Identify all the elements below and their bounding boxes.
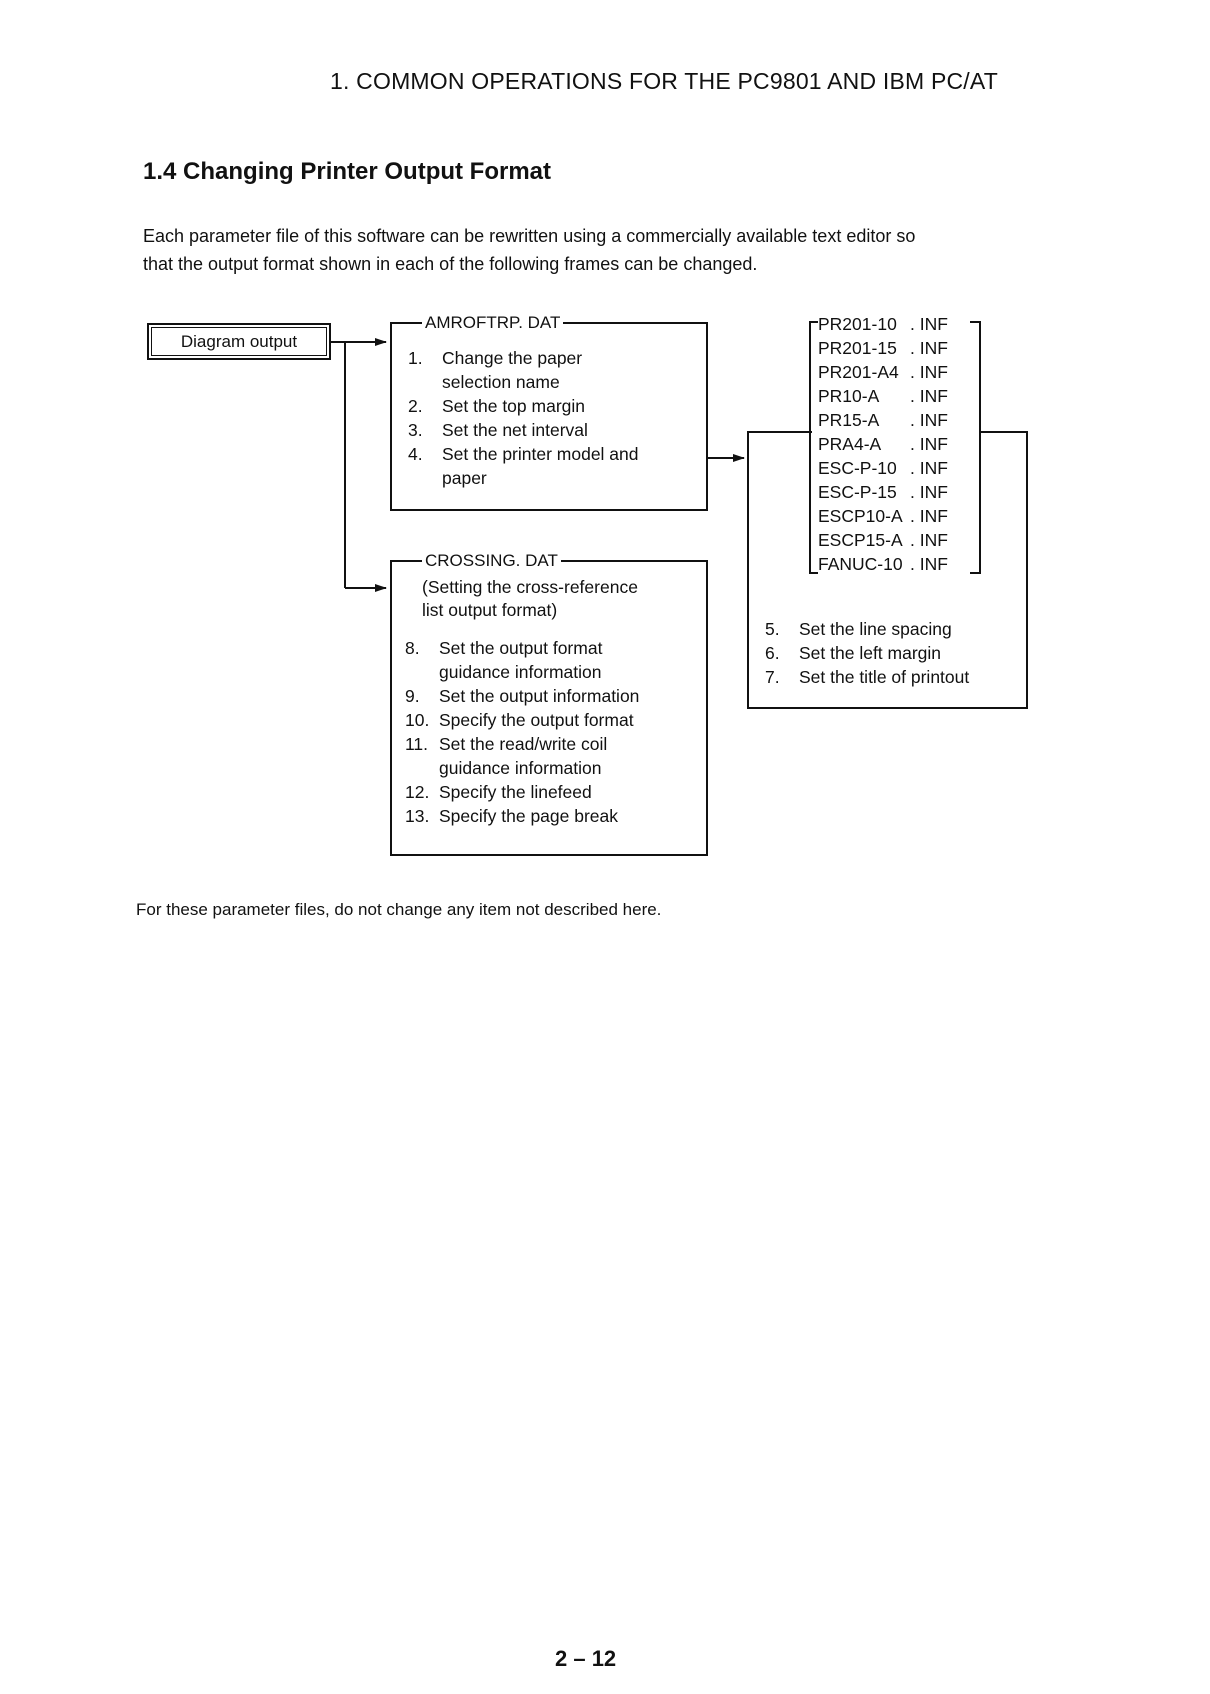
printer-file-name: PR15-A (818, 410, 880, 430)
printer-file-name: ESCP10-A (818, 506, 903, 526)
crossing-items (405, 576, 639, 828)
printer-items (765, 617, 969, 689)
printer-file-item (818, 456, 948, 480)
amroftrp-item-1-cont (408, 370, 639, 394)
printer-file-item (818, 312, 948, 336)
item-number: 10. (405, 710, 430, 730)
crossing-item-8-cont (405, 660, 639, 684)
file-bracket-left (810, 322, 818, 573)
printer-file-extension: . INF (910, 458, 948, 478)
printer-file-item (818, 552, 948, 576)
item-number: 3. (408, 420, 423, 440)
printer-file-item (818, 408, 948, 432)
printer-file-extension: . INF (910, 554, 948, 574)
amroftrp-item-3 (408, 418, 639, 442)
amroftrp-item-1 (408, 346, 639, 370)
printer-file-name: FANUC-10 (818, 554, 903, 574)
item-text: Set the top margin (442, 396, 585, 416)
printer-item-6 (765, 641, 969, 665)
item-text: Specify the page break (439, 806, 619, 826)
printer-file-extension: . INF (910, 530, 948, 550)
printer-file-extension: . INF (910, 434, 948, 454)
item-text: Set the title of printout (799, 667, 970, 687)
page-number: 2 – 12 (555, 1646, 617, 1671)
item-number: 6. (765, 643, 780, 663)
chapter-heading: 1. COMMON OPERATIONS FOR THE PC9801 AND IBM PC/AT (330, 68, 998, 94)
printer-file-name: ESC-P-10 (818, 458, 897, 478)
printer-file-extension: . INF (910, 386, 948, 406)
item-text: Set the read/write coil (439, 734, 608, 754)
diagram-output-label: Diagram output (180, 331, 298, 351)
amroftrp-item-4-cont (408, 466, 639, 490)
item-number: 2. (408, 396, 423, 416)
printer-file-extension: . INF (910, 362, 948, 382)
crossing-item-9 (405, 684, 639, 708)
amroftrp-title: AMROFTRP. DAT (422, 313, 563, 333)
crossing-item-11 (405, 732, 639, 756)
item-number: 7. (765, 667, 780, 687)
printer-file-name: PR10-A (818, 386, 880, 406)
printer-file-extension: . INF (910, 410, 948, 430)
item-text: guidance information (439, 758, 602, 778)
printer-file-item (818, 384, 948, 408)
file-bracket-right (970, 322, 980, 573)
printer-file-name: ESC-P-15 (818, 482, 897, 502)
printer-file-name: PR201-10 (818, 314, 897, 334)
item-text: guidance information (439, 662, 602, 682)
item-text: Set the left margin (799, 643, 942, 663)
printer-file-extension: . INF (910, 314, 948, 334)
crossing-item-8 (405, 636, 639, 660)
crossing-item-12 (405, 780, 639, 804)
printer-file-extension: . INF (910, 338, 948, 358)
item-text: Set the output format (439, 638, 603, 658)
item-number: 12. (405, 782, 430, 802)
amroftrp-item-4 (408, 442, 639, 466)
item-text: Set the net interval (442, 420, 588, 440)
item-number: 5. (765, 619, 780, 639)
item-number: 13. (405, 806, 430, 826)
printer-file-name: PRA4-A (818, 434, 882, 454)
crossing-item-10 (405, 708, 639, 732)
printer-file-name: PR201-A4 (818, 362, 899, 382)
intro-line-1: Each parameter file of this software can be rewritten using a commercially available text editor so (143, 226, 916, 246)
item-text: Set the output information (439, 686, 640, 706)
item-text: Set the printer model and (442, 444, 639, 464)
amroftrp-item-2 (408, 394, 639, 418)
printer-file-name: PR201-15 (818, 338, 897, 358)
crossing-item-11-cont (405, 756, 639, 780)
item-text: Specify the output format (439, 710, 634, 730)
printer-file-list (818, 312, 948, 576)
item-text: selection name (442, 372, 560, 392)
crossing-item-13 (405, 804, 639, 828)
printer-file-name: ESCP15-A (818, 530, 903, 550)
section-title: 1.4 Changing Printer Output Format (143, 158, 552, 185)
item-text: paper (442, 468, 487, 488)
item-number: 8. (405, 638, 420, 658)
printer-item-5 (765, 617, 969, 641)
item-number: 9. (405, 686, 420, 706)
printer-file-item (818, 360, 948, 384)
printer-file-extension: . INF (910, 506, 948, 526)
diagram-output-box (147, 323, 331, 360)
item-text: Specify the linefeed (439, 782, 592, 802)
footnote: For these parameter files, do not change any item not described here. (136, 900, 662, 919)
printer-file-extension: . INF (910, 482, 948, 502)
printer-item-7 (765, 665, 969, 689)
item-number: 1. (408, 348, 423, 368)
spacer (405, 622, 639, 636)
item-number: 4. (408, 444, 423, 464)
printer-file-item (818, 480, 948, 504)
item-text: Change the paper (442, 348, 583, 368)
item-number: 11. (405, 734, 429, 754)
crossing-note-line-1: (Setting the cross-reference (422, 577, 638, 597)
intro-line-2: that the output format shown in each of the following frames can be changed. (143, 254, 758, 274)
crossing-title: CROSSING. DAT (422, 551, 561, 571)
printer-file-item (818, 504, 948, 528)
printer-file-item (818, 528, 948, 552)
printer-file-item (818, 432, 948, 456)
amroftrp-items (408, 346, 639, 490)
item-text: Set the line spacing (799, 619, 952, 639)
crossing-note-line-2: list output format) (422, 600, 558, 620)
printer-file-item (818, 336, 948, 360)
